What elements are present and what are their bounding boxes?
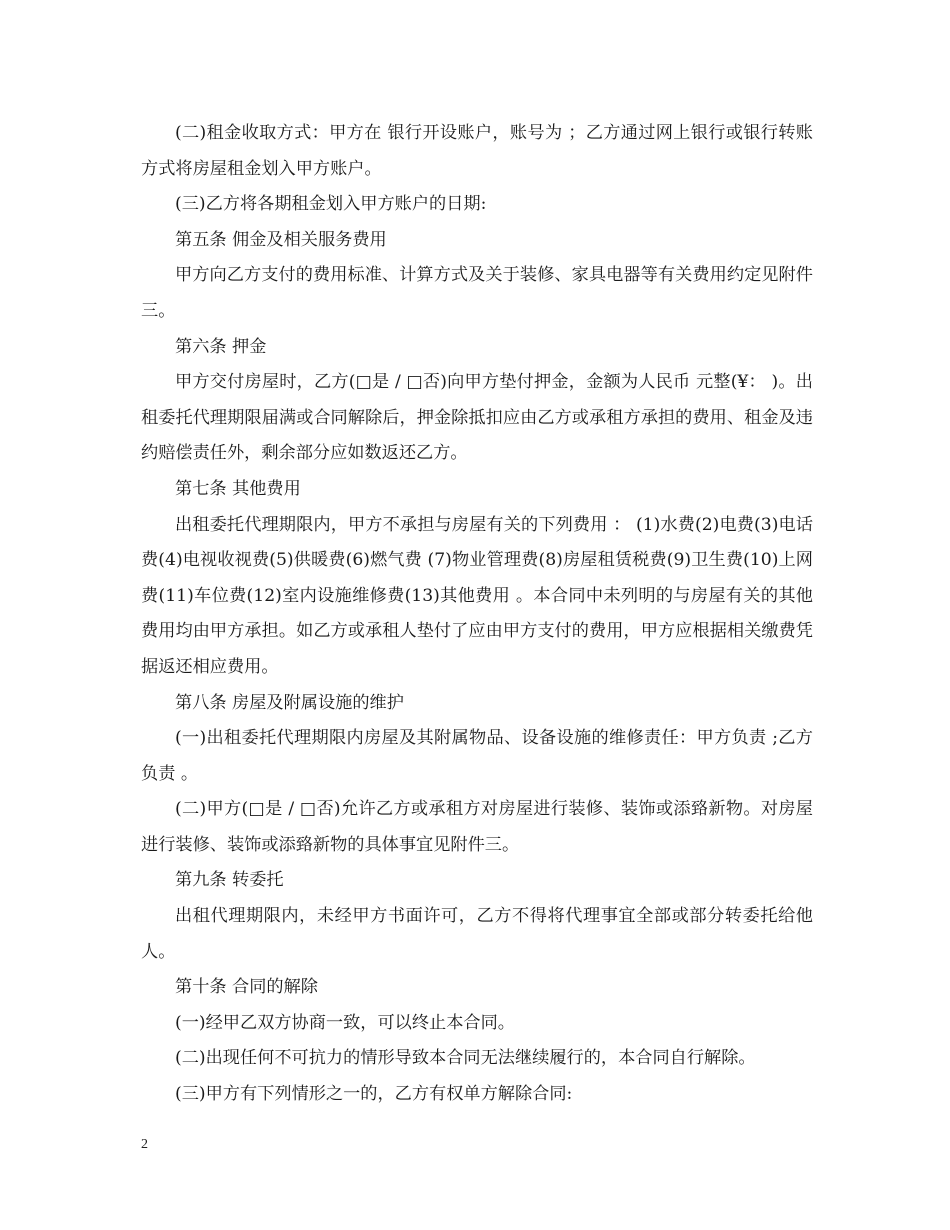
paragraph-termination-2: (二)出现任何不可抗力的情形导致本合同无法继续履行的，本合同自行解除。: [175, 1048, 756, 1069]
article-6-heading: 第六条 押金: [175, 336, 267, 357]
paragraph-termination-1: (一)经甲乙双方协商一致，可以终止本合同。: [175, 1012, 515, 1033]
paragraph-subdelegation: 出租代理期限内，未经甲方书面许可，乙方不得将代理事宜全部或部分转委托给他人。: [141, 906, 813, 962]
paragraph-rent-date: (三)乙方将各期租金划入甲方账户的日期:: [175, 194, 487, 215]
article-5-heading: 第五条 佣金及相关服务费用: [175, 229, 387, 250]
article-9-heading: 第九条 转委托: [175, 870, 284, 891]
paragraph-maintenance-2: (二)甲方(□是 / □否)允许乙方或承租方对房屋进行装修、装饰或添臵新物。对房屋进行装修、装饰或添臵新物的具体事宜见附件三。: [141, 799, 813, 855]
paragraph-deposit: 甲方交付房屋时，乙方(□是 / □否)向甲方垫付押金，金额为人民币 元整(¥： )。出租委托代理期限届满或合同解除后，押金除抵扣应由乙方或承租方承担的费用、租金及违约赔偿责任外，剩余部分应如数返还乙方。: [141, 372, 813, 464]
paragraph-maintenance-1: (一)出租委托代理期限内房屋及其附属物品、设备设施的维修责任：甲方负责 ;乙方负责 。: [141, 728, 813, 784]
page-number: 2: [141, 1137, 148, 1152]
paragraph-rent-collection: (二)租金收取方式：甲方在 银行开设账户，账号为 ；乙方通过网上银行或银行转账方式将房屋租金划入甲方账户。: [141, 123, 813, 179]
paragraph-fees: 甲方向乙方支付的费用标准、计算方式及关于装修、家具电器等有关费用约定见附件三。: [141, 265, 813, 321]
article-8-heading: 第八条 房屋及附属设施的维护: [175, 692, 404, 713]
article-7-heading: 第七条 其他费用: [175, 478, 301, 499]
paragraph-termination-3: (三)甲方有下列情形之一的，乙方有权单方解除合同:: [175, 1084, 573, 1105]
article-10-heading: 第十条 合同的解除: [175, 977, 318, 998]
paragraph-other-fees: 出租委托代理期限内，甲方不承担与房屋有关的下列费用 ： (1)水费(2)电费(3)电话费(4)电视收视费(5)供暖费(6)燃气费 (7)物业管理费(8)房屋租赁税费(9)卫生费(10)上网费(11)车位费(12)室内设施维修费(13)其他费用 。本合同中未列明的与房屋有关的其他费用均由甲方承担。如乙方或承租人垫付了应由甲方支付的费用，甲方应根据相关缴费凭据返还相应费用。: [141, 514, 813, 677]
document-body: [141, 116, 813, 1113]
